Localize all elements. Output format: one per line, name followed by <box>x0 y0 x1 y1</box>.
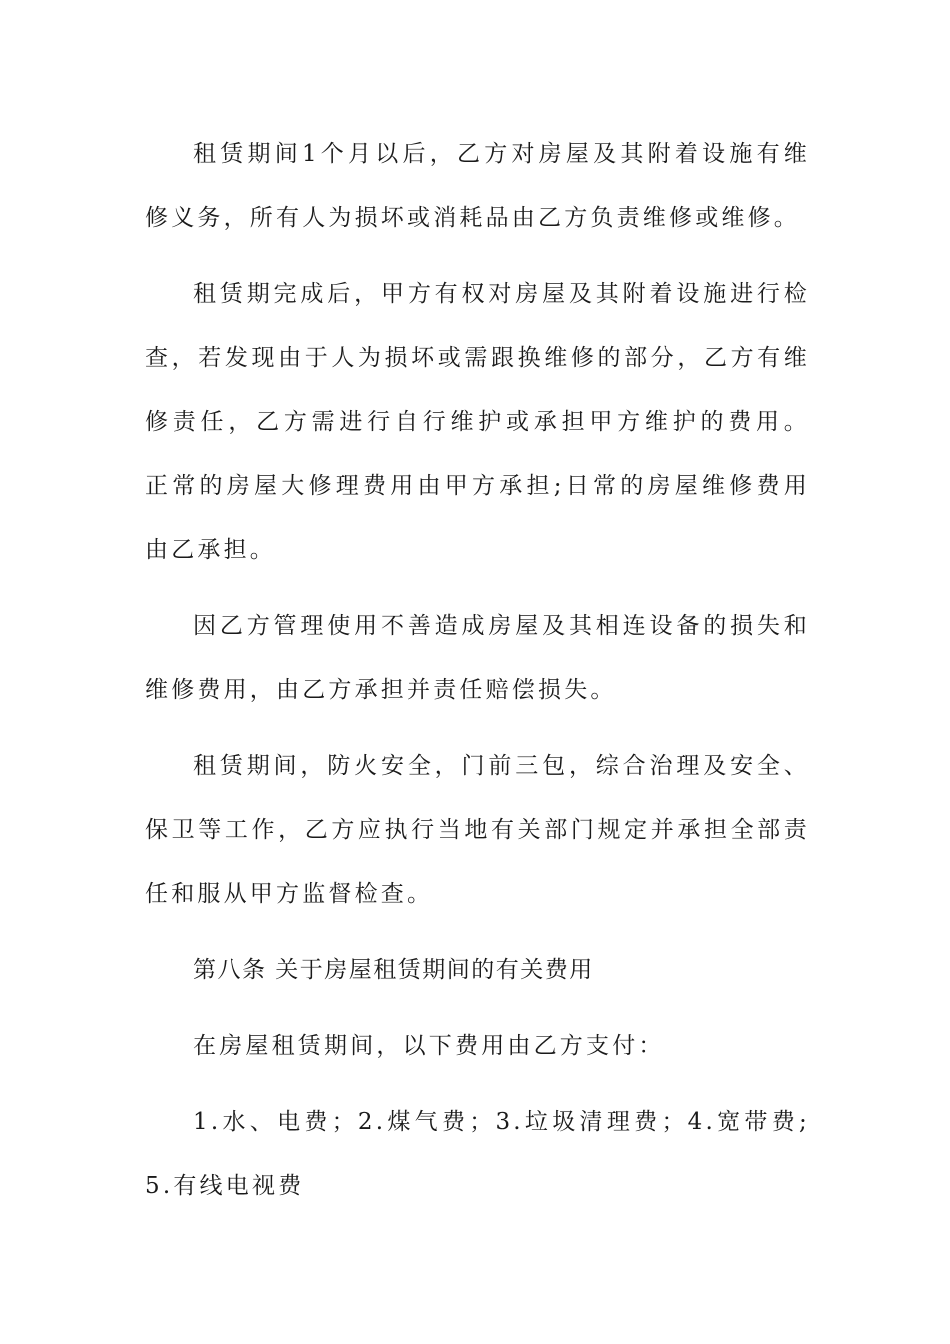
paragraph-safety-duties: 租赁期间，防火安全，门前三包，综合治理及安全、保卫等工作，乙方应执行当地有关部门规定并承担全部责任和服从甲方监督检查。 <box>145 753 810 907</box>
paragraph-fee-list: 1.水、电费；2.煤气费；3.垃圾清理费；4.宽带费;5.有线电视费 <box>145 1109 810 1199</box>
paragraph-inspection-after-lease: 租赁期完成后，甲方有权对房屋及其附着设施进行检查，若发现由于人为损坏或需跟换维修的部分，乙方有维修责任，乙方需进行自行维护或承担甲方维护的费用。 正常的房屋大修理费用由甲方承担;日常的房屋维修费用由乙承担。 <box>145 281 810 563</box>
paragraph-repair-obligation: 租赁期间1个月以后，乙方对房屋及其附着设施有维修义务，所有人为损坏或消耗品由乙方负责维修或维修。 <box>145 141 810 231</box>
paragraph-damage-compensation: 因乙方管理使用不善造成房屋及其相连设备的损失和维修费用，由乙方承担并责任赔偿损失。 <box>145 613 810 703</box>
paragraph-fees-intro: 在房屋租赁期间，以下费用由乙方支付： <box>193 1033 665 1059</box>
document-body <box>145 122 810 1230</box>
article-eight-heading: 第八条 关于房屋租赁期间的有关费用 <box>193 957 594 983</box>
